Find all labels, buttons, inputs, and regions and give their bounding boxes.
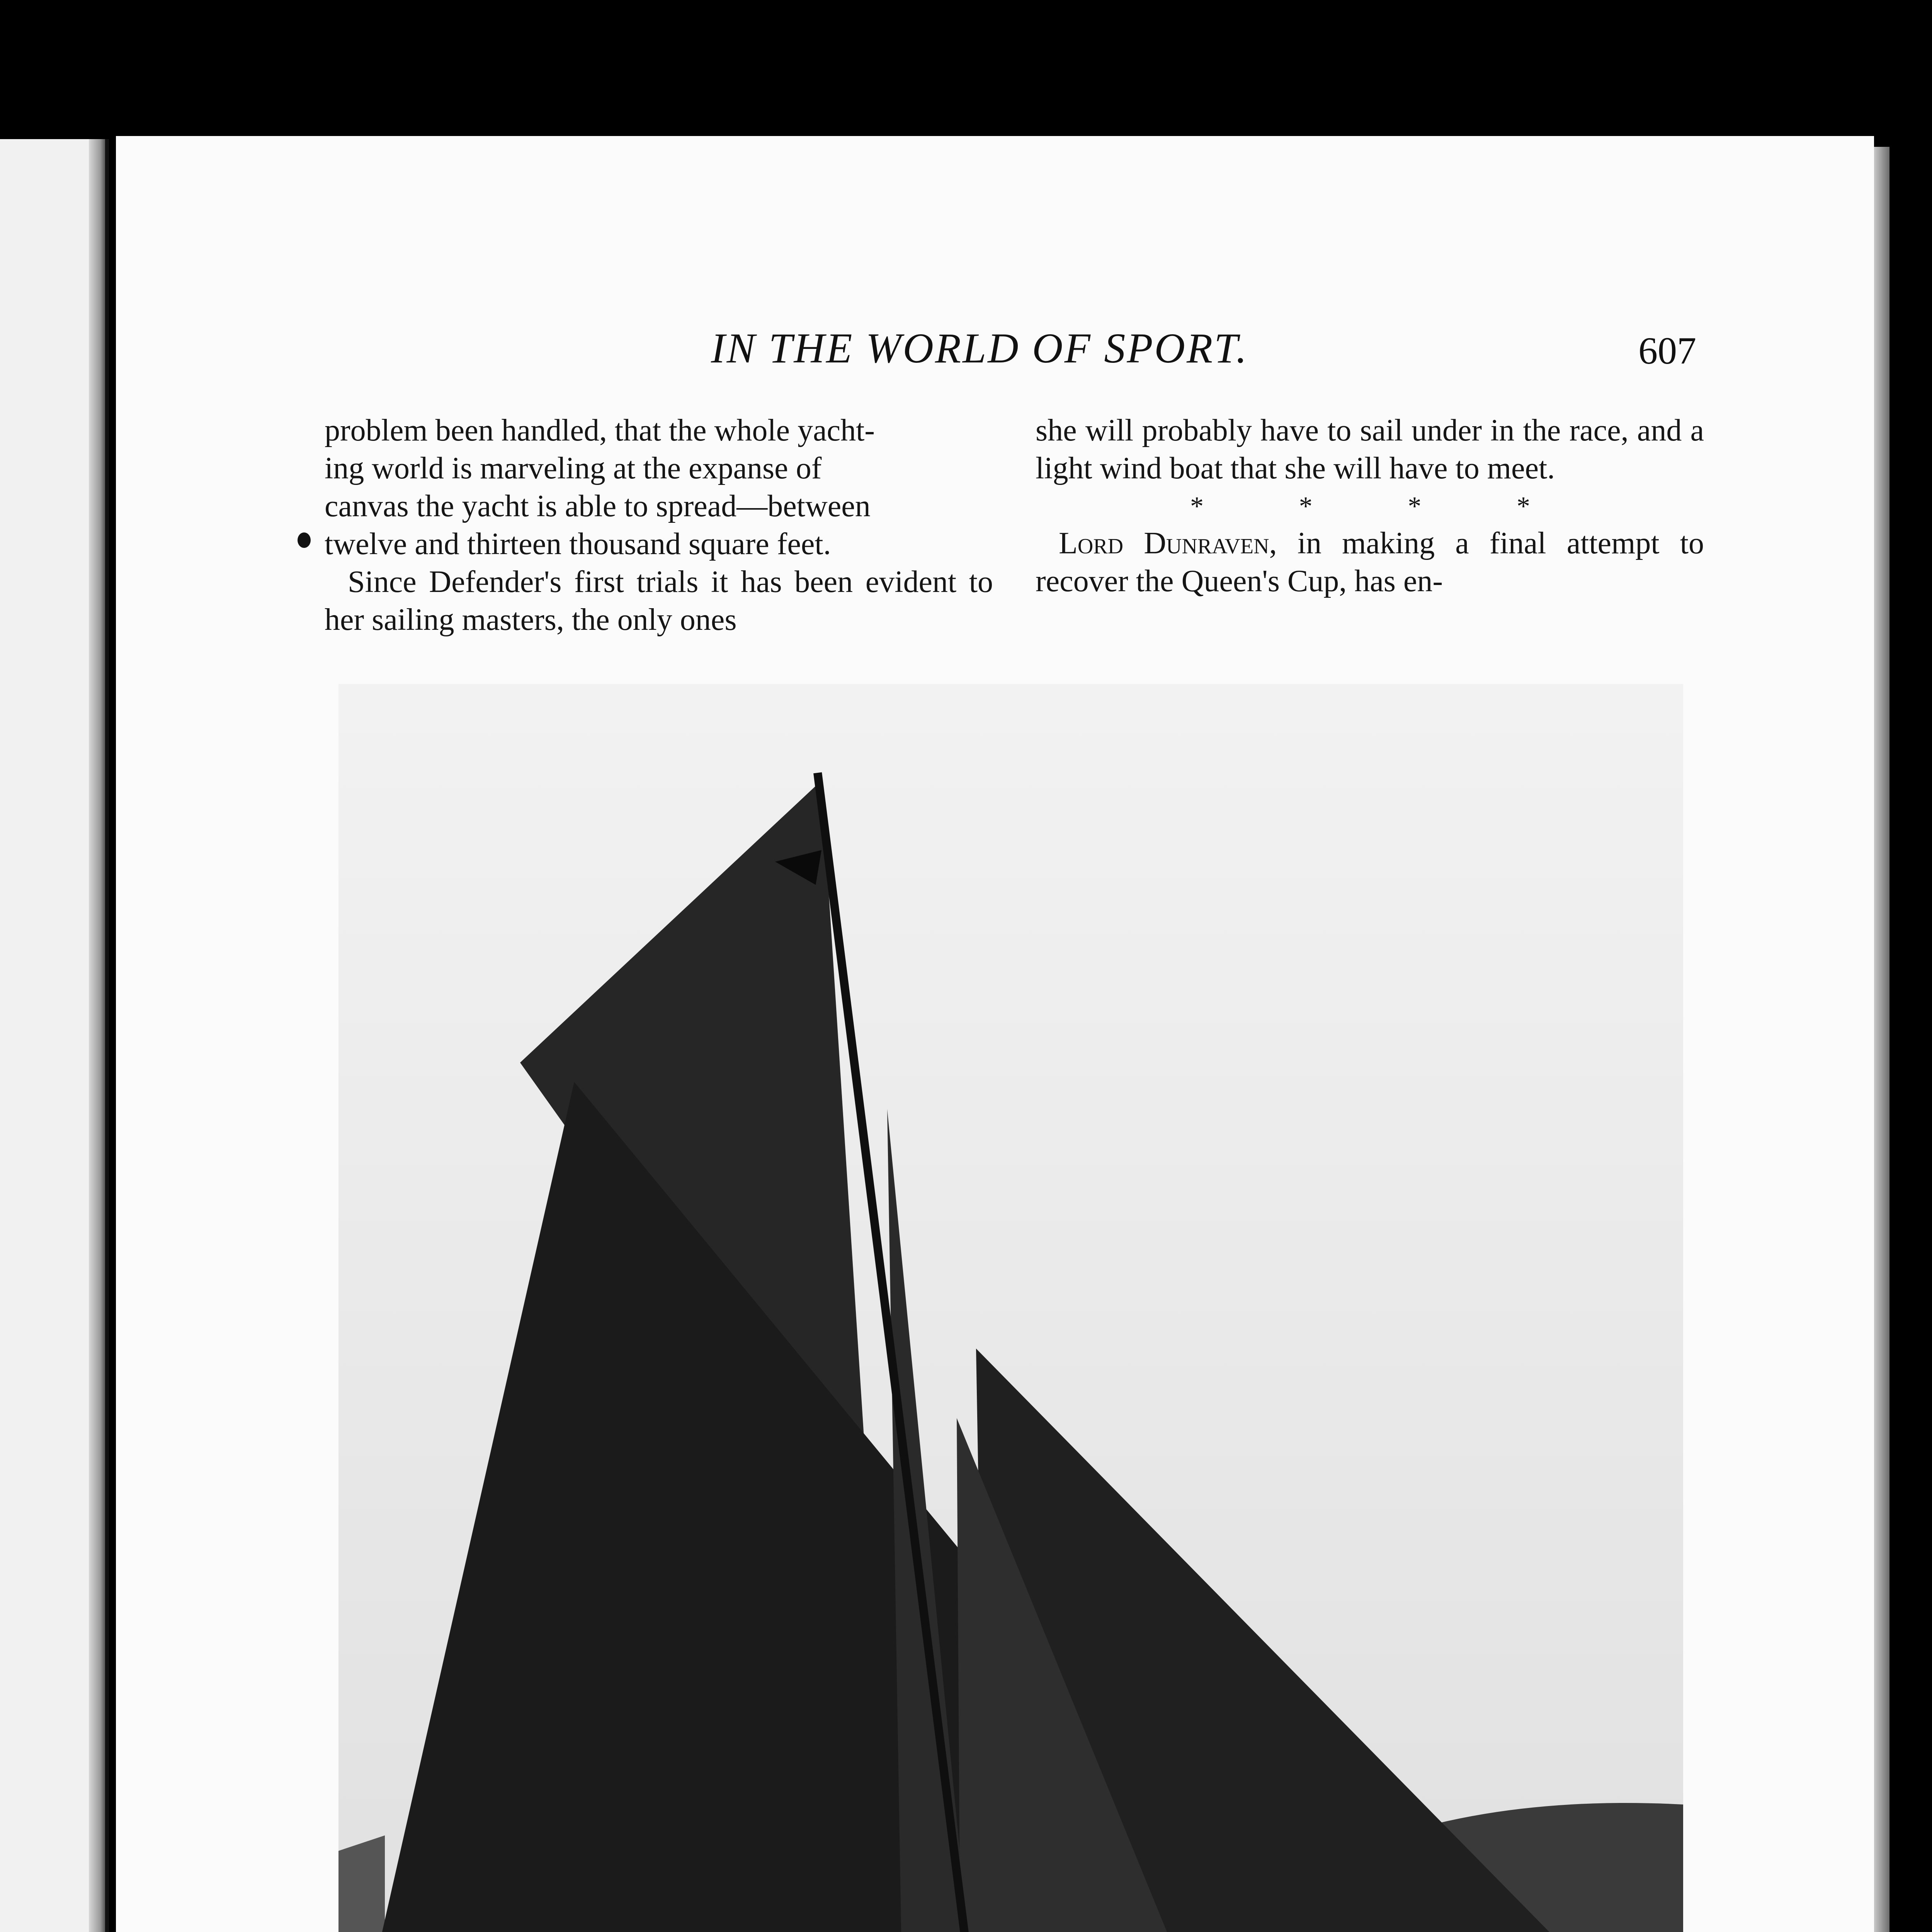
margin-bullet-mark [298,532,311,548]
text-line: twelve and thirteen thousand square feet. [325,527,831,561]
left-hill [338,1835,385,1932]
book-gutter [89,139,105,1932]
top-left-column [325,412,993,639]
paragraph [1036,524,1704,600]
page-right-edge [1874,147,1889,1932]
paragraph: Since Defender's first trials it has been evident to her sailing masters, the only ones [325,565,993,637]
paragraph: she will probably have to sail under in the race, and a light wind boat that she will have to meet. [1036,413,1704,485]
text-line: ing world is marveling at the expanse of [325,451,822,485]
text-line: canvas the yacht is able to spread—between [325,489,871,523]
asterisk: * [1516,492,1530,521]
paragraph-rest: , in making a final attempt to recover the Queen's Cup, has en- [1036,526,1704,598]
name-lead: Lord Dunraven [1059,526,1269,560]
top-right-column [1036,412,1704,600]
asterisk: * [1408,492,1422,521]
yacht-photograph [338,684,1683,1932]
yacht-illustration [338,684,1683,1932]
section-break [1190,491,1530,522]
running-header: IN THE WORLD OF SPORT. [711,325,1248,372]
asterisk: * [1299,492,1313,521]
text-line: problem been handled, that the whole yacht- [325,413,875,447]
page-number: 607 [1638,329,1696,372]
asterisk: * [1190,492,1204,521]
